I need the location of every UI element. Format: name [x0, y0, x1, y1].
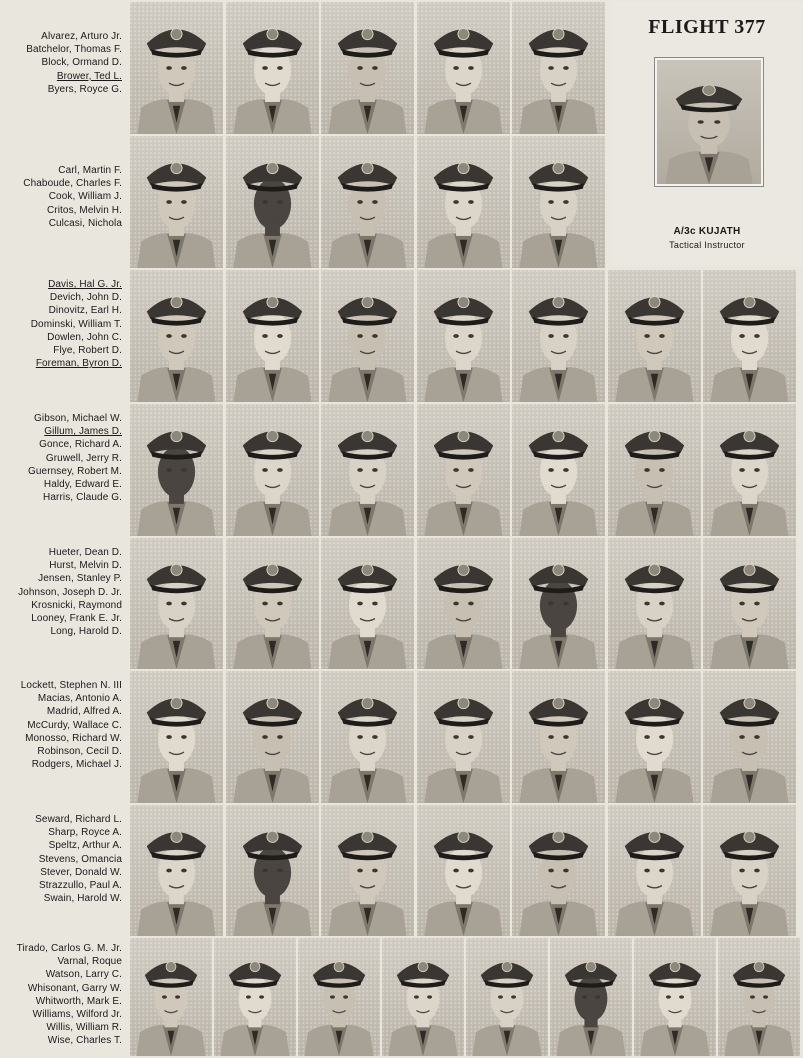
student-name: Cook, William J. — [48, 191, 122, 203]
student-portrait — [417, 136, 510, 268]
student-portrait — [512, 671, 605, 803]
student-row — [0, 938, 803, 1056]
student-portrait — [382, 938, 464, 1056]
student-name: Byers, Royce G. — [47, 83, 122, 95]
student-name: Foreman, Byron D. — [35, 358, 122, 370]
student-name: Hueter, Dean D. — [48, 547, 122, 558]
flight-header-box — [612, 2, 802, 266]
student-name: Batchelor, Thomas F. — [26, 44, 122, 56]
student-portrait — [226, 805, 319, 936]
student-portrait — [703, 805, 796, 936]
student-portrait — [608, 270, 701, 402]
student-portrait — [130, 270, 223, 402]
student-name: Dowlen, John C. — [47, 331, 122, 343]
student-name: Sharp, Royce A. — [48, 827, 122, 839]
student-portrait — [417, 2, 510, 134]
student-portrait — [512, 136, 605, 268]
student-name: Looney, Frank E. Jr. — [31, 613, 122, 625]
student-portrait — [466, 938, 548, 1056]
student-portrait — [608, 404, 701, 536]
student-name: Watson, Larry C. — [45, 969, 122, 981]
student-portrait — [608, 538, 701, 669]
student-name: Carl, Martin F. — [58, 165, 122, 176]
student-name: Gillum, James D. — [44, 426, 122, 438]
student-name: Strazzullo, Paul A. — [38, 880, 122, 892]
student-portrait — [321, 671, 414, 803]
student-name: Whitworth, Mark E. — [35, 995, 122, 1007]
student-portrait — [214, 938, 296, 1056]
student-portrait — [130, 671, 223, 803]
student-name: Gibson, Michael W. — [34, 413, 122, 424]
student-row — [0, 671, 803, 803]
student-name: Harris, Claude G. — [43, 492, 122, 504]
student-portrait — [226, 671, 319, 803]
student-row — [0, 404, 803, 536]
student-portrait — [608, 805, 701, 936]
student-portrait — [130, 136, 223, 268]
student-portrait — [634, 938, 716, 1056]
student-name: Seward, Richard L. — [35, 814, 122, 825]
student-name: Lockett, Stephen N. III — [20, 680, 122, 691]
student-portrait — [130, 805, 223, 936]
student-name: Johnson, Joseph D. Jr. — [18, 586, 122, 598]
student-name: Guernsey, Robert M. — [28, 465, 122, 477]
student-portrait — [718, 938, 800, 1056]
student-name: Wise, Charles T. — [47, 1035, 122, 1047]
student-portrait — [321, 538, 414, 669]
student-name: Flye, Robert D. — [53, 345, 122, 357]
student-portrait — [512, 404, 605, 536]
student-portrait — [512, 2, 605, 134]
student-name: Jensen, Stanley P. — [38, 573, 122, 585]
name-list — [0, 412, 122, 504]
student-name: Haldy, Edward E. — [43, 479, 122, 491]
student-name: Stever, Donald W. — [40, 866, 122, 878]
student-portrait — [417, 671, 510, 803]
instructor-portrait — [655, 58, 763, 186]
student-name: Hurst, Melvin D. — [49, 560, 122, 572]
student-portrait — [417, 270, 510, 402]
name-list — [0, 164, 122, 230]
student-name: Gruwell, Jerry R. — [45, 452, 122, 464]
instructor-title: Tactical Instructor — [669, 240, 745, 250]
student-portrait — [512, 805, 605, 936]
name-list — [0, 942, 122, 1048]
student-portrait — [226, 270, 319, 402]
student-name: Brower, Ted L. — [56, 70, 122, 82]
student-name: Macias, Antonio A. — [37, 693, 122, 705]
student-name: Gonce, Richard A. — [39, 439, 122, 451]
student-portrait — [550, 938, 632, 1056]
student-portrait — [130, 404, 223, 536]
name-list — [0, 278, 122, 370]
student-name: Devich, John D. — [49, 292, 122, 304]
student-portrait — [703, 671, 796, 803]
student-name: Chaboude, Charles F. — [23, 178, 122, 190]
student-name: Davis, Hal G. Jr. — [48, 279, 122, 290]
student-portrait — [512, 538, 605, 669]
instructor-name: A/3c KUJATH — [673, 226, 741, 237]
student-portrait — [703, 538, 796, 669]
student-portrait — [130, 938, 212, 1056]
flight-title: FLIGHT 377 — [648, 16, 766, 38]
student-name: McCurdy, Wallace C. — [27, 719, 122, 731]
student-name: Block, Ormand D. — [41, 57, 122, 69]
student-portrait — [703, 404, 796, 536]
student-name: Stevens, Omancia — [38, 853, 122, 865]
student-name: Robinson, Cecil D. — [37, 746, 122, 758]
student-name: Long, Harold D. — [50, 626, 122, 638]
student-row — [0, 270, 803, 402]
student-name: Alvarez, Arturo Jr. — [41, 31, 122, 42]
student-name: Dominski, William T. — [30, 318, 122, 330]
student-name: Madrid, Alfred A. — [46, 706, 122, 718]
name-list — [0, 30, 122, 96]
student-portrait — [321, 404, 414, 536]
student-portrait — [417, 805, 510, 936]
student-portrait — [512, 270, 605, 402]
student-row — [0, 805, 803, 936]
student-name: Rodgers, Michael J. — [31, 759, 122, 771]
student-name: Speltz, Arthur A. — [48, 840, 122, 852]
student-portrait — [703, 270, 796, 402]
student-name: Whisonant, Garry W. — [27, 982, 122, 994]
student-portrait — [130, 538, 223, 669]
student-portrait — [130, 2, 223, 134]
student-name: Willis, William R. — [46, 1022, 122, 1034]
student-name: Culcasi, Nichola — [48, 217, 122, 229]
student-name: Swain, Harold W. — [43, 893, 122, 905]
student-name: Krosnicki, Raymond — [31, 599, 122, 611]
student-portrait — [321, 2, 414, 134]
name-list — [0, 679, 122, 771]
student-portrait — [417, 404, 510, 536]
student-name: Williams, Wilford Jr. — [32, 1009, 122, 1021]
student-portrait — [226, 538, 319, 669]
student-portrait — [321, 270, 414, 402]
student-name: Monosso, Richard W. — [25, 732, 122, 744]
student-portrait — [298, 938, 380, 1056]
student-portrait — [226, 404, 319, 536]
student-portrait — [417, 538, 510, 669]
student-name: Dinovitz, Earl H. — [48, 305, 122, 317]
student-portrait — [321, 136, 414, 268]
student-row — [0, 538, 803, 669]
student-name: Tirado, Carlos G. M. Jr. — [16, 943, 122, 954]
student-name: Varnal, Roque — [57, 956, 122, 968]
student-portrait — [226, 2, 319, 134]
student-portrait — [226, 136, 319, 268]
student-portrait — [608, 671, 701, 803]
student-portrait — [321, 805, 414, 936]
name-list — [0, 546, 122, 638]
name-list — [0, 813, 122, 905]
student-name: Critos, Melvin H. — [46, 204, 122, 216]
